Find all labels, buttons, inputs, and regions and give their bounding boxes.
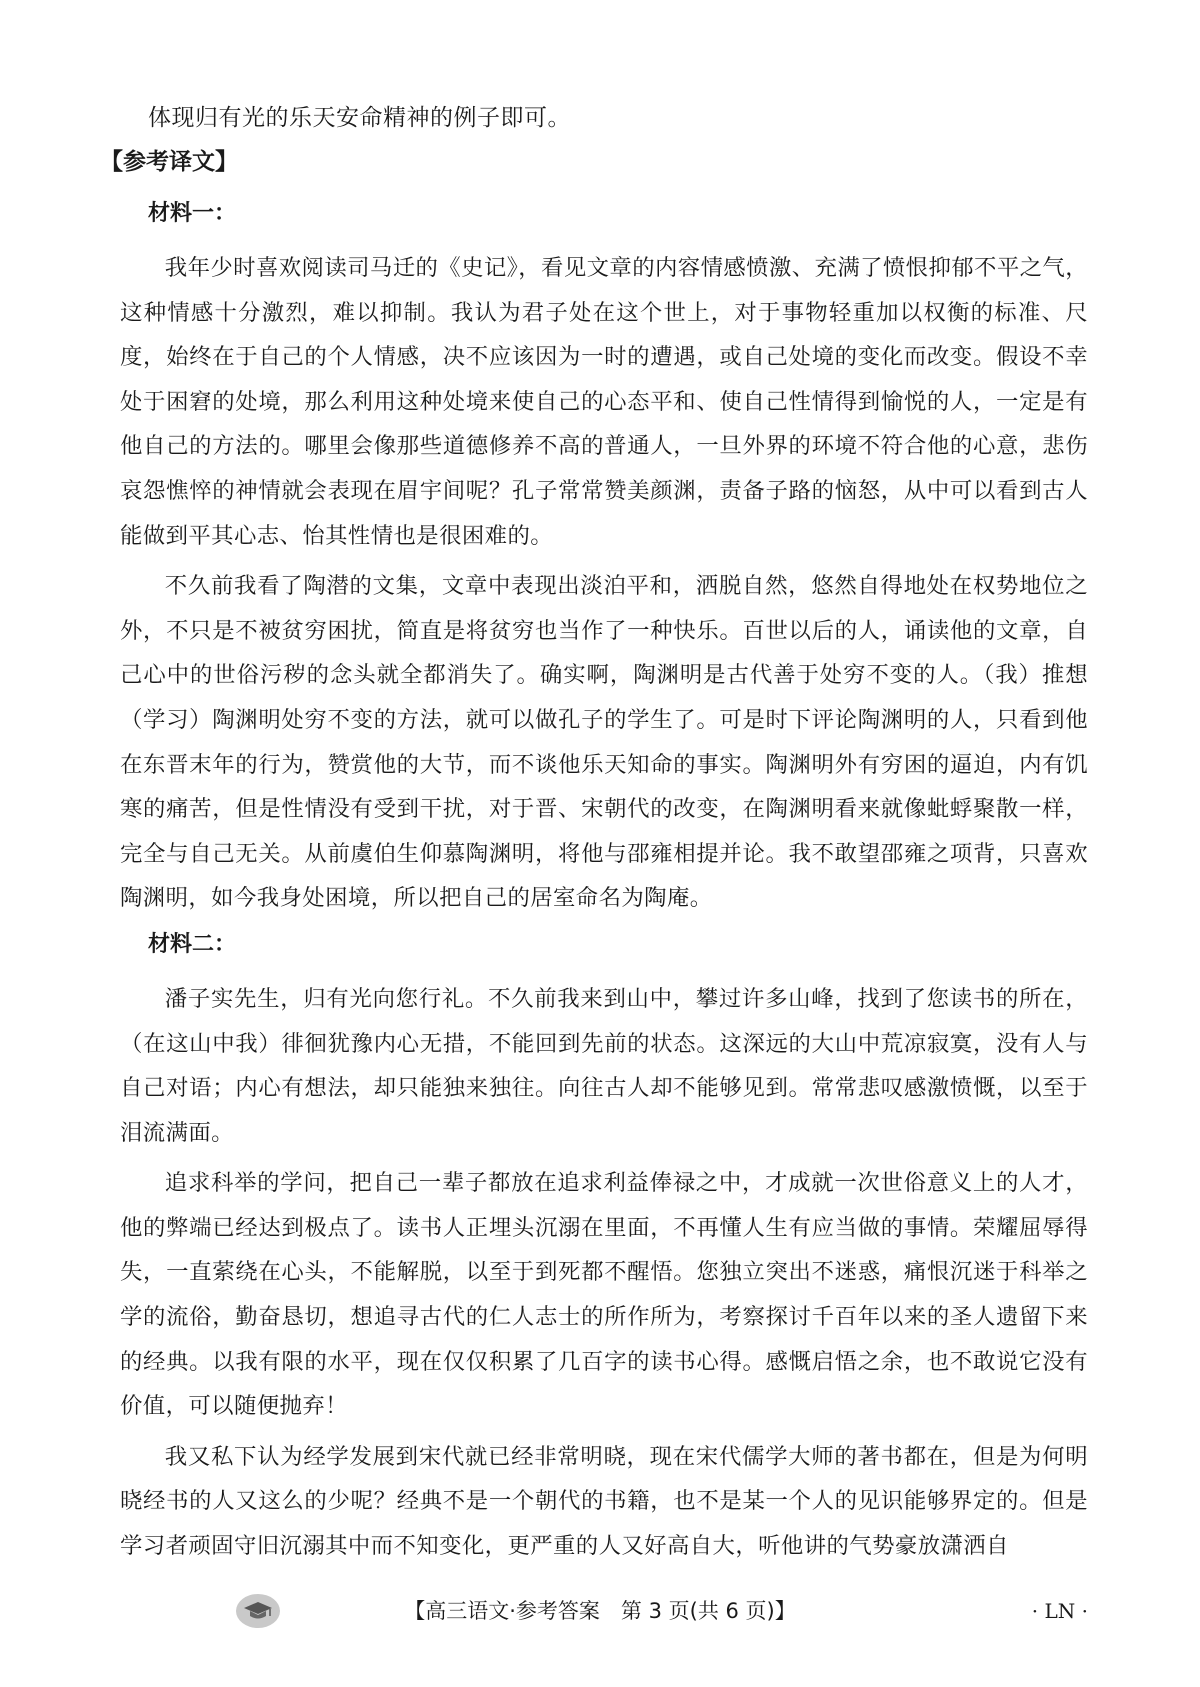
section-heading: 【参考译文】 (100, 149, 238, 175)
material-two-paragraph: 追求科举的学问，把自己一辈子都放在追求利益俸禄之中，才成就一次世俗意义上的人才，他的弊端已经达到极点了。读书人正埋头沉溺在里面，不再懂人生有应当做的事情。荣耀屈辱得失，一直萦绕在心头，不能解脱，以至于到死都不醒悟。您独立突出不迷惑，痛恨沉迷于科举之学的流俗，勤奋恳切，想追寻古代的仁人志士的所作所为，考察探讨千百年以来的圣人遗留下来的经典。以我有限的水平，现在仅仅积累了几百字的读书心得。感慨启悟之余，也不敢说它没有价值，可以随便抛弃！ (120, 1170, 1088, 1420)
footer-page-info: 【高三语文·参考答案 第 3 页(共 6 页)】 (404, 1599, 796, 1623)
footer-region-code: · LN · (1031, 1599, 1088, 1623)
material-one-paragraph: 不久前我看了陶潜的文集，文章中表现出淡泊平和，洒脱自然，悠然自得地处在权势地位之外，不只是不被贫穷困扰，简直是将贫穷也当作了一种快乐。百世以后的人，诵读他的文章，自己心中的世俗污秽的念头就全都消失了。确实啊，陶渊明是古代善于处穷不变的人。（我）推想（学习）陶渊明处穷不变的方法，就可以做孔子的学生了。可是时下评论陶渊明的人，只看到他在东晋末年的行为，赞赏他的大节，而不谈他乐天知命的事实。陶渊明外有穷困的逼迫，内有饥寒的痛苦，但是性情没有受到干扰，对于晋、宋朝代的改变，在陶渊明看来就像蚍蜉聚散一样，完全与自己无关。从前虞伯生仰慕陶渊明，将他与邵雍相提并论。我不敢望邵雍之项背，只喜欢陶渊明，如今我身处困境，所以把自己的居室命名为陶庵。 (120, 573, 1088, 912)
material-one-paragraph: 我年少时喜欢阅读司马迁的《史记》，看见文章的内容情感愤激、充满了愤恨抑郁不平之气，这种情感十分激烈，难以抑制。我认为君子处在这个世上，对于事物轻重加以权衡的标准、尺度，始终在于自己的个人情感，决不应该因为一时的遭遇，或自己处境的变化而改变。假设不幸处于困窘的处境，那么利用这种处境来使自己的心态平和、使自己性情得到愉悦的人，一定是有他自己的方法的。哪里会像那些道德修养不高的普通人，一旦外界的环境不符合他的心意，悲伤哀怨憔悴的神情就会表现在眉宇间呢？孔子常常赞美颜渊，责备子路的恼怒，从中可以看到古人能做到平其心志、怡其性情也是很困难的。 (120, 255, 1089, 549)
intro-line: 体现归有光的乐天安命精神的例子即可。 (148, 105, 571, 131)
material-two-paragraph: 我又私下认为经学发展到宋代就已经非常明晓，现在宋代儒学大师的著书都在，但是为何明晓经书的人又这么的少呢？经典不是一个朝代的书籍，也不是某一个人的见识能够界定的。但是学习者顽固守旧沉溺其中而不知变化，更严重的人又好高自大，听他讲的气势豪放潇洒自 (120, 1443, 1088, 1560)
material-one-label: 材料一： (148, 201, 237, 226)
page-footer (0, 1590, 1200, 1640)
material-two-label: 材料二： (148, 931, 237, 957)
material-two-paragraph: 潘子实先生，归有光向您行礼。不久前我来到山中，攀过许多山峰，找到了您读书的所在，（在这山中我）徘徊犹豫内心无措，不能回到先前的状态。这深远的大山中荒凉寂寞，没有人与自己对语；内心有想法，却只能独来独往。向往古人却不能够见到。常常悲叹感激愤慨，以至于泪流满面。 (120, 985, 1088, 1146)
page-content (100, 100, 1089, 1575)
